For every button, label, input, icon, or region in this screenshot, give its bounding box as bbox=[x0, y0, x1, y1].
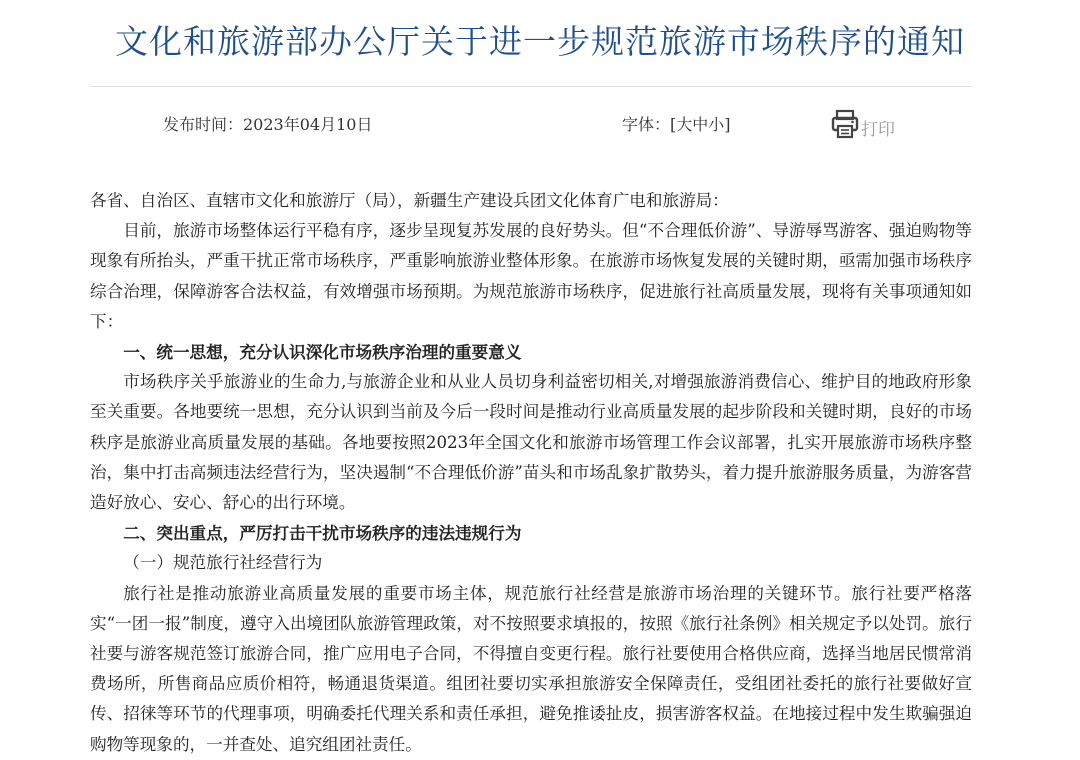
section-heading-2: 二、突出重点，严厉打击干扰市场秩序的违法违规行为 bbox=[123, 523, 522, 544]
section-1-paragraph: 市场秩序关乎旅游业的生命力,与旅游企业和从业人员切身利益密切相关,对增强旅游消费信心、维护目的地政府形象至关重要。各地要统一思想，充分认识到当前及今后一段时间是推动行业高质量发展的起步阶段和关键时期，良好的市场秩序是旅游业高质量发展的基础。各地要按照2023年全国文化和旅游市场管理工作会议部署，扎实开展旅游市场秩序整治，集中打击高频违法经营行为，坚决遏制“不合理低价游”苗头和市场乱象扩散势头，着力提升旅游服务质量，为游客营造好放心、安心、舒心的出行环境。 bbox=[90, 372, 972, 513]
font-size-selector[interactable]: 字体：[大中小] bbox=[622, 115, 731, 134]
publish-date: 发布时间：2023年04月10日 bbox=[163, 115, 373, 134]
page-title: 文化和旅游部办公厅关于进一步规范旅游市场秩序的通知 bbox=[115, 22, 965, 61]
salutation: 各省、自治区、直辖市文化和旅游厅（局），新疆生产建设兵团文化体育广电和旅游局： bbox=[90, 191, 729, 210]
subsection-1-paragraph: 旅行社是推动旅游业高质量发展的重要市场主体，规范旅行社经营是旅游市场治理的关键环节。旅行社要严格落实“一团一报”制度，遵守入出境团队旅游管理政策，对不按照要求填报的，按照《旅行社条例》相关规定予以处罚。旅行社要与游客规范签订旅游合同，推广应用电子合同，不得擅自变更行程。旅行社要使用合格供应商，选择当地居民惯常消费场所，所售商品应质价相符，畅通退货渠道。组团社要切实承担旅游安全保障责任，受组团社委托的旅行社要做好宣传、招徕等环节的代理事项，明确委托代理关系和责任承担，避免推诿扯皮，损害游客权益。在地接过程中发生欺骗强迫购物等现象的，一并查处、追究组团社责任。 bbox=[90, 583, 972, 754]
printer-icon bbox=[831, 109, 859, 139]
title-divider bbox=[90, 86, 972, 87]
subsection-heading-1: （一）规范旅行社经营行为 bbox=[123, 553, 323, 573]
article-body bbox=[90, 186, 972, 760]
intro-paragraph: 目前，旅游市场整体运行平稳有序，逐步呈现复苏发展的良好势头。但“不合理低价游”、导游辱骂游客、强迫购物等现象有所抬头，严重干扰正常市场秩序，严重影响旅游业整体形象。在旅游市场恢复发展的关键时期，亟需加强市场秩序综合治理，保障游客合法权益，有效增强市场预期。为规范旅游市场秩序，促进旅行社高质量发展，现将有关事项通知如下： bbox=[90, 221, 972, 331]
print-label: 打印 bbox=[861, 119, 895, 140]
print-button[interactable] bbox=[831, 108, 895, 140]
section-heading-1: 一、统一思想，充分认识深化市场秩序治理的重要意义 bbox=[123, 342, 522, 363]
